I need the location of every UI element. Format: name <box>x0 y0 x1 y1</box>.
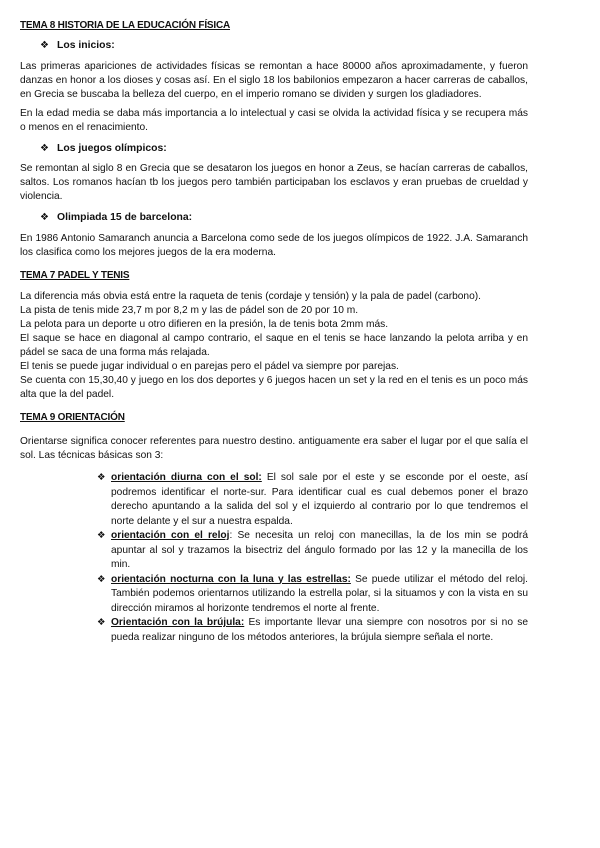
diamond-bullet-icon: ❖ <box>97 530 106 541</box>
paragraph: En la edad media se daba más importancia a lo intelectual y casi se olvida la actividad física y se recupera más o menos en el renacimiento. <box>20 108 528 133</box>
subsection-title-olimpiada <box>20 212 528 223</box>
text-line: La pista de tenis mide 23,7 m por 8,2 m y las de pádel son de 20 por 10 m. <box>20 305 359 316</box>
text-line: La diferencia más obvia está entre la raqueta de tenis (cordaje y tensión) y la pala de padel (carbono). <box>20 291 481 302</box>
paragraph: Orientarse significa conocer referentes para nuestro destino. antiguamente era saber el lugar por el que salía el sol. Las técnicas básicas son 3: <box>20 436 528 461</box>
paragraph: En 1986 Antonio Samaranch anuncia a Barcelona como sede de los juegos olímpicos de 1922. J.A. Samaranch los clasifica como los mejores juegos de la era moderna. <box>20 233 528 258</box>
subsection-title-juegos <box>20 143 528 154</box>
diamond-bullet-icon: ❖ <box>40 142 49 154</box>
diamond-bullet-icon: ❖ <box>97 573 106 585</box>
section-heading-padel-tenis: TEMA 7 PADEL Y TENIS <box>20 270 130 281</box>
text-line: El saque se hace en diagonal al campo contrario, el saque en el tenis se hace lanzando la pelota arriba y en pádel se saca de una forma más relajada. <box>20 333 528 358</box>
list-item-text: : Se necesita un reloj con manecillas, la de los min se podrá apuntar al sol y trazamos la bisectriz del ángulo formado por las 12 y la manecilla de los min. <box>111 530 528 570</box>
list-item <box>97 529 528 573</box>
list-item-term: orientación con el reloj <box>111 530 230 541</box>
section-heading-historia: TEMA 8 HISTORIA DE LA EDUCACIÓN FÍSICA <box>20 20 231 31</box>
section-heading-orientacion: TEMA 9 ORIENTACIÓN <box>20 412 125 423</box>
paragraph: Se remontan al siglo 8 en Grecia que se desataron los juegos en honor a Zeus, se hacían carreras de caballos, saltos. Los romanos hacían tb los juegos pero también participaban los esclavos y eran pruebas de crueldad y violencia. <box>20 163 528 202</box>
diamond-bullet-icon: ❖ <box>97 617 106 628</box>
subsection-title-text: Los inicios: <box>57 40 115 51</box>
list-item <box>97 471 528 529</box>
subsection-title-text: Olimpiada 15 de barcelona: <box>57 212 193 223</box>
list-item-text: Es importante llevar una siempre con nosotros por si no se pueda realizar ninguno de los métodos anteriores, la brújula siempre señala el norte. <box>111 617 528 643</box>
subsection-title-inicios <box>20 40 528 51</box>
diamond-bullet-icon: ❖ <box>97 472 106 483</box>
subsection-title-text: Los juegos olímpicos: <box>57 143 167 154</box>
list-item-text: Se puede utilizar el método del reloj. También podemos orientarnos utilizando la estrella polar, si la situamos y con la vista en su dirección miramos al horizonte tendremos el norte al frente. <box>111 573 528 614</box>
list-item <box>97 616 528 645</box>
list-item-term: orientación diurna con el sol: <box>111 472 262 483</box>
list-item-term: Orientación con la brújula: <box>111 617 245 628</box>
diamond-bullet-icon: ❖ <box>40 211 49 223</box>
list-item-text: El sol sale por el este y se esconde por el oeste, así podremos identificar el norte-sur. Para identificar cual es cual debemos poner el brazo derecho apuntando a la salida del sol y el izquierdo al contrario por lo que tendremos el norte delante y el sur a nuestra espalda. <box>111 472 529 527</box>
paragraph: Las primeras apariciones de actividades físicas se remontan a hace 80000 años aproximadamente, y fueron danzas en honor a los dioses y cosas así. En el siglo 18 los babilonios empezaron a hacer carreras de caballos, en Grecia se buscaba la belleza del cuerpo, en el imperio romano se dividen y surgen los gladiadores. <box>20 61 528 100</box>
list-item <box>97 573 528 617</box>
list-item-term: orientación nocturna con la luna y las estrellas: <box>111 573 351 585</box>
text-line: La pelota para un deporte u otro difieren en la presión, la de tenis bota 2mm más. <box>20 319 389 330</box>
text-line: Se cuenta con 15,30,40 y juego en los dos deportes y 6 juegos hacen un set y la red en el tenis es un poco más alta que la del padel. <box>20 375 528 400</box>
orientation-techniques-list <box>20 471 528 645</box>
diamond-bullet-icon: ❖ <box>40 39 49 51</box>
text-line: El tenis se puede jugar individual o en parejas pero el pádel va siempre por parejas. <box>20 361 399 372</box>
padel-tenis-lines <box>20 290 528 402</box>
